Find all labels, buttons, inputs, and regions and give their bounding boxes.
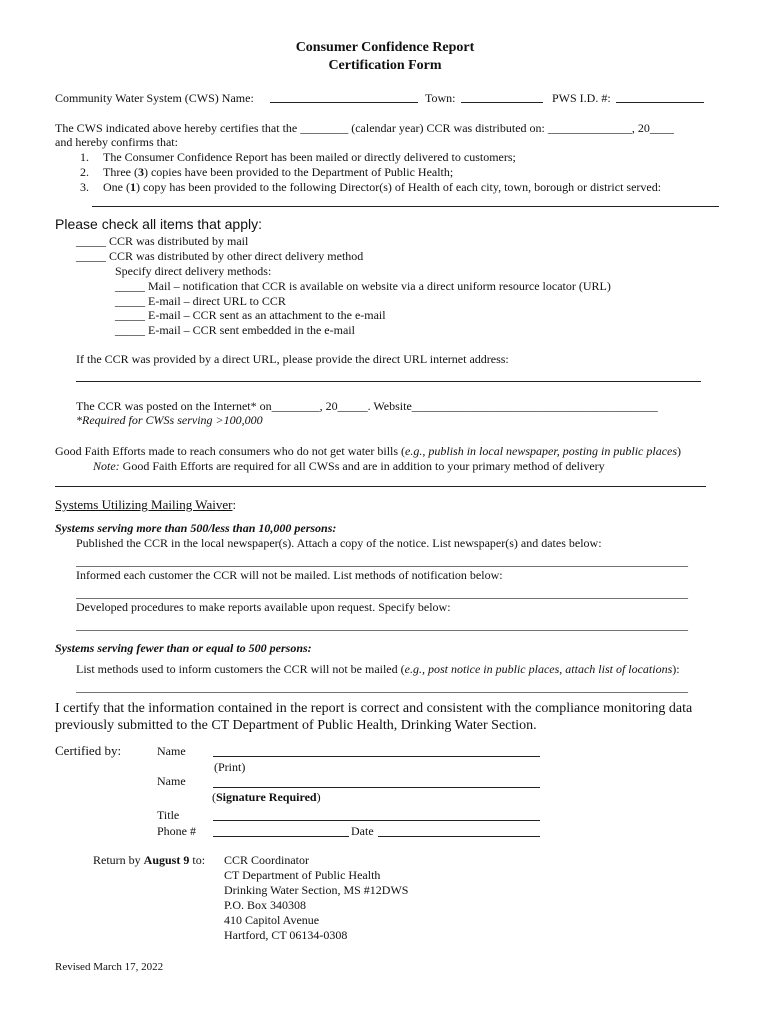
certify-line-2: and hereby confirms that: — [55, 135, 178, 149]
waiver-group2-item: List methods used to inform customers the CCR will not be mailed (e.g., post notice in public places, attach list of locations): — [76, 662, 680, 676]
name-print-field[interactable] — [213, 756, 540, 757]
date-field[interactable] — [378, 836, 540, 837]
url-prompt: If the CCR was provided by a direct URL, please provide the direct URL internet address: — [76, 352, 509, 366]
certify-item-mailed: The Consumer Confidence Report has been mailed or directly delivered to customers; — [103, 150, 516, 164]
certify-item-one-copy: One (1) copy has been provided to the following Director(s) of Health of each city, town, borough or district served: — [103, 180, 662, 194]
title-label: Title — [157, 808, 180, 822]
waiver-informed-item: Informed each customer the CCR will not be mailed. List methods of notification below: — [76, 568, 503, 582]
phone-label: Phone # — [157, 824, 196, 838]
address-line: CT Department of Public Health — [224, 868, 381, 882]
certify-item-three-copies: Three (3) copies have been provided to the Department of Public Health; — [103, 165, 454, 179]
revised-date: Revised March 17, 2022 — [55, 961, 164, 973]
waiver-group2-title: Systems serving fewer than or equal to 500 persons: — [55, 641, 312, 655]
good-faith-note: Note: Good Faith Efforts are required for all CWSs and are in addition to your primary method of delivery — [93, 459, 605, 473]
waiver-procedures-item: Developed procedures to make reports available upon request. Specify below: — [76, 600, 451, 614]
internet-posted-line[interactable]: The CCR was posted on the Internet* on________, 20_____. Website_________________________________________ — [76, 399, 658, 413]
list-number: 3. — [80, 180, 89, 194]
cws-name-label: Community Water System (CWS) Name: — [55, 91, 254, 105]
newspaper-field[interactable]: ______________________________________________________________________________________________________ — [76, 554, 688, 568]
date-label: Date — [351, 824, 374, 838]
signature-field[interactable] — [213, 787, 540, 788]
address-line: Hartford, CT 06134-0308 — [224, 928, 348, 942]
procedures-field[interactable]: ______________________________________________________________________________________________________ — [76, 618, 688, 632]
check-method-email-url[interactable]: _____ E-mail – direct URL to CCR — [115, 294, 286, 308]
required-note: *Required for CWSs serving >100,000 — [76, 413, 263, 427]
phone-field[interactable] — [213, 836, 349, 837]
name-signature-label: Name — [157, 774, 186, 788]
signature-required-note: (Signature Required) — [212, 790, 321, 804]
waiver-group1-title: Systems serving more than 500/less than 10,000 persons: — [55, 521, 337, 535]
address-line: P.O. Box 340308 — [224, 898, 307, 912]
waiver-newspaper-item: Published the CCR in the local newspaper(s). Attach a copy of the notice. List newspaper(s) and dates below: — [76, 536, 602, 550]
pws-id-label: PWS I.D. #: — [552, 91, 611, 105]
town-label: Town: — [425, 91, 456, 105]
certification-statement-2: previously submitted to the CT Department of Public Health, Drinking Water Section. — [55, 718, 537, 733]
inform-methods-field[interactable]: ______________________________________________________________________________________________________ — [76, 680, 688, 694]
title-field[interactable] — [213, 820, 540, 821]
check-item-other-delivery[interactable]: _____ CCR was distributed by other direct delivery method — [76, 249, 364, 263]
check-method-email-attachment[interactable]: _____ E-mail – CCR sent as an attachment to the e-mail — [115, 308, 386, 322]
address-line: 410 Capitol Avenue — [224, 913, 320, 927]
print-note: (Print) — [214, 760, 246, 774]
checklist-heading: Please check all items that apply: — [55, 216, 262, 232]
certify-line: The CWS indicated above hereby certifies that the ________ (calendar year) CCR was distributed on: ______________, 20____ — [55, 121, 674, 135]
list-number: 1. — [80, 150, 89, 164]
check-method-mail-url[interactable]: _____ Mail – notification that CCR is available on website via a direct uniform resource locator (URL) — [115, 279, 611, 293]
certified-by-label: Certified by: — [55, 743, 122, 758]
certification-statement: I certify that the information contained in the report is correct and consistent with the compliance monitoring data — [55, 701, 693, 716]
list-number: 2. — [80, 165, 89, 179]
notification-field[interactable]: ______________________________________________________________________________________________________ — [76, 586, 688, 600]
form-subtitle: Certification Form — [328, 58, 442, 73]
check-method-email-embedded[interactable]: _____ E-mail – CCR sent embedded in the e-mail — [115, 323, 355, 337]
name-print-label: Name — [157, 744, 186, 758]
address-line: CCR Coordinator — [224, 853, 310, 867]
directors-of-health-field[interactable] — [92, 206, 719, 207]
form-title: Consumer Confidence Report — [295, 40, 475, 55]
check-item-mail[interactable]: _____ CCR was distributed by mail — [76, 234, 249, 248]
address-line: Drinking Water Section, MS #12DWS — [224, 883, 409, 897]
return-by-label: Return by August 9 to: — [93, 853, 206, 867]
specify-methods-label: Specify direct delivery methods: — [115, 264, 272, 278]
good-faith-field[interactable] — [55, 486, 706, 487]
town-field[interactable] — [461, 102, 543, 103]
good-faith-line: Good Faith Efforts made to reach consumers who do not get water bills (e.g., publish in local newspaper, posting in public places) — [55, 444, 682, 458]
url-field[interactable] — [76, 381, 701, 382]
waiver-heading: Systems Utilizing Mailing Waiver: — [55, 497, 237, 512]
pws-id-field[interactable] — [616, 102, 704, 103]
cws-name-field[interactable] — [270, 102, 418, 103]
